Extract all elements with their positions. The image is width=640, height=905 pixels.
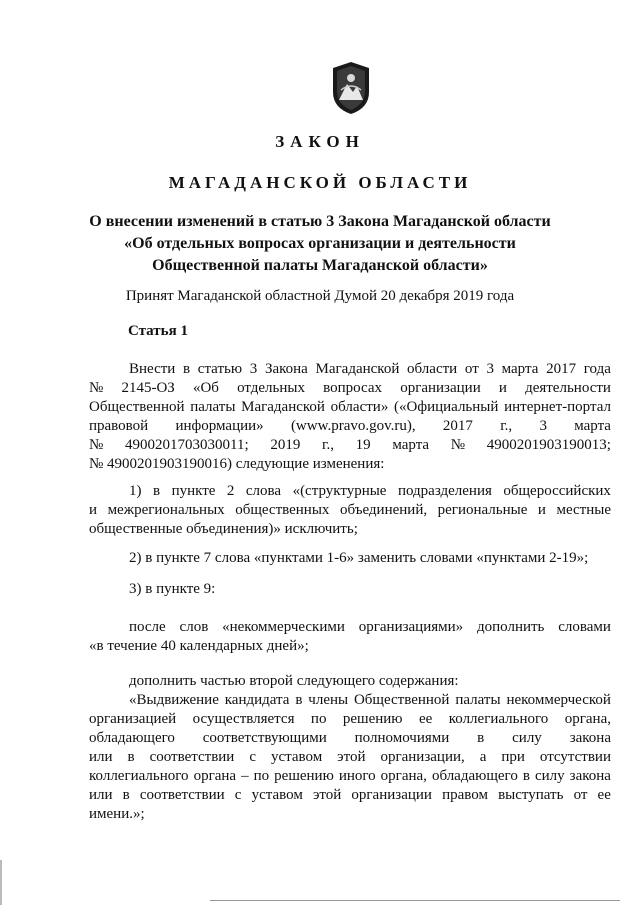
law-subject bbox=[0, 211, 640, 277]
text-line: 2) в пункте 7 слова «пунктами 1-6» заменить словами «пунктами 2-19»; bbox=[129, 550, 589, 566]
text-line: «в течение 40 календарных дней»; bbox=[89, 638, 309, 654]
text-line: коллегиального органа – по решению иного органа, обладающего в силу закона bbox=[89, 768, 611, 784]
text-line: после слов «некоммерческими организациями» дополнить словами bbox=[129, 619, 611, 635]
text-line: Общественной палаты Магаданской области» («Официальный интернет-портал bbox=[89, 399, 611, 415]
region-title: МАГАДАНСКОЙ ОБЛАСТИ bbox=[168, 173, 472, 192]
law-title: ЗАКОН bbox=[275, 132, 365, 151]
paragraph-add-part bbox=[89, 672, 611, 691]
paragraph-quote bbox=[89, 691, 611, 824]
text-line: 1) в пункте 2 слова «(структурные подразделения общероссийских bbox=[129, 483, 611, 499]
text-line: и межрегиональных общественных объединений, региональные и местные bbox=[89, 502, 611, 518]
divider bbox=[210, 900, 620, 901]
text-line: «Выдвижение кандидата в члены Общественной палаты некоммерческой bbox=[129, 692, 611, 708]
text-line: обладающего соответствующими полномочиями в силу закона bbox=[89, 730, 611, 746]
text-line: дополнить частью второй следующего содержания: bbox=[129, 673, 459, 689]
text-line: организацией осуществляется по решению ее коллегиального органа, bbox=[89, 711, 611, 727]
text-line: Внести в статью 3 Закона Магаданской области от 3 марта 2017 года bbox=[129, 361, 611, 377]
text-line: № 4900201703030011; 2019 г., 19 марта № 4900201903190013; bbox=[89, 437, 611, 453]
text-line: общественные объединения)» исключить; bbox=[89, 521, 358, 537]
subject-line: Общественной палаты Магаданской области» bbox=[152, 257, 488, 274]
coat-of-arms-icon bbox=[329, 62, 373, 114]
article-heading: Статья 1 bbox=[128, 323, 188, 339]
text-line: имени.»; bbox=[89, 806, 145, 822]
subject-line: О внесении изменений в статью 3 Закона Магаданской области bbox=[89, 213, 551, 230]
text-line: 3) в пункте 9: bbox=[129, 581, 216, 597]
text-line: или в соответствии с уставом этой организации, а при отсутствии bbox=[89, 749, 611, 765]
text-line: № 2145-ОЗ «Об отдельных вопросах организации и деятельности bbox=[89, 380, 611, 396]
scan-edge bbox=[0, 860, 2, 905]
paragraph-item-3 bbox=[89, 580, 611, 599]
text-line: № 4900201903190016) следующие изменения: bbox=[89, 456, 385, 472]
paragraph-intro bbox=[89, 360, 611, 474]
text-line: или в соответствии с уставом этой организации правом выступать от ее bbox=[89, 787, 611, 803]
paragraph-item-1 bbox=[89, 482, 611, 539]
accepted-date: Принят Магаданской областной Думой 20 декабря 2019 года bbox=[125, 288, 515, 304]
paragraph-item-2 bbox=[89, 549, 611, 568]
subject-line: «Об отдельных вопросах организации и деятельности bbox=[124, 235, 516, 252]
paragraph-after-words bbox=[89, 618, 611, 656]
text-line: правовой информации» (www.pravo.gov.ru), 2017 г., 3 марта bbox=[89, 418, 611, 434]
